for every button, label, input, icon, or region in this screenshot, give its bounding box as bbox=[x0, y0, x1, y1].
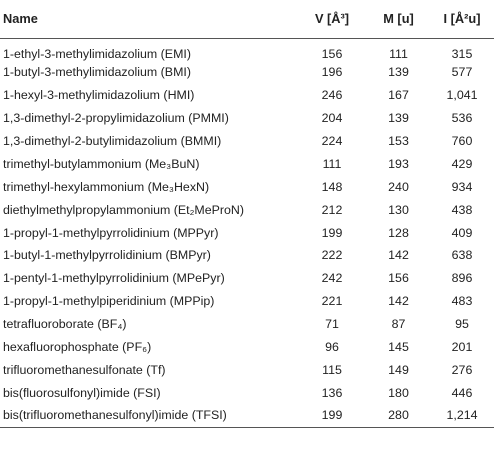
cell-volume: 115 bbox=[322, 362, 342, 377]
table-row bbox=[0, 130, 494, 153]
cell-mass: 142 bbox=[388, 294, 409, 309]
cell-mass: 193 bbox=[388, 156, 409, 171]
table-row bbox=[0, 38, 494, 61]
table-row bbox=[0, 336, 494, 359]
cell-inertia: 201 bbox=[451, 340, 473, 355]
table-row bbox=[0, 381, 494, 404]
cell-name: trimethyl-butylammonium (Me₃BuN) bbox=[3, 156, 200, 171]
cell-volume: 71 bbox=[325, 317, 339, 332]
table-row bbox=[0, 107, 494, 130]
cell-name: trimethyl-hexylammonium (Me₃HexN) bbox=[3, 179, 210, 194]
cell-volume: 222 bbox=[321, 248, 343, 263]
cell-volume: 196 bbox=[321, 65, 343, 80]
cell-inertia: 409 bbox=[451, 225, 473, 240]
cell-name: 1-hexyl-3-methylimidazolium (HMI) bbox=[3, 88, 195, 103]
header-name: Name bbox=[0, 0, 297, 38]
header-inertia: I [Å²u] bbox=[430, 0, 494, 38]
cell-inertia: 1,214 bbox=[430, 404, 494, 427]
cell-volume: 96 bbox=[325, 340, 339, 355]
cell-inertia: 760 bbox=[451, 134, 473, 148]
table-row bbox=[0, 244, 494, 267]
cell-inertia: 429 bbox=[451, 156, 473, 171]
cell-mass: 167 bbox=[388, 88, 409, 103]
cell-inertia: 638 bbox=[451, 248, 473, 263]
cell-inertia: 483 bbox=[451, 294, 473, 309]
cell-name: bis(fluorosulfonyl)imide (FSI) bbox=[3, 385, 161, 400]
cell-mass: 280 bbox=[367, 404, 430, 427]
table-row bbox=[0, 358, 494, 381]
cell-name: 1-propyl-1-methylpyrrolidinium (MPPyr) bbox=[3, 225, 219, 240]
cell-name: hexafluorophosphate (PF₆) bbox=[3, 340, 152, 355]
cell-name: 1-propyl-1-methylpiperidinium (MPPip) bbox=[3, 294, 215, 309]
header-row bbox=[0, 0, 494, 38]
cell-mass: 128 bbox=[388, 225, 409, 240]
cell-mass: 139 bbox=[388, 111, 409, 126]
cell-mass: 149 bbox=[388, 362, 409, 377]
cell-name: 1,3-dimethyl-2-propylimidazolium (PMMI) bbox=[3, 111, 229, 126]
cell-inertia: 536 bbox=[451, 111, 473, 126]
table-row bbox=[0, 198, 494, 221]
cell-inertia: 446 bbox=[451, 385, 473, 400]
cell-volume: 204 bbox=[321, 111, 343, 126]
table-header bbox=[0, 0, 494, 38]
cell-mass: 130 bbox=[388, 202, 409, 217]
cell-volume: 246 bbox=[321, 88, 343, 103]
cell-volume: 199 bbox=[321, 225, 343, 240]
cell-name: 1-butyl-1-methylpyrrolidinium (BMPyr) bbox=[3, 248, 211, 263]
cell-volume: 199 bbox=[297, 404, 367, 427]
header-mass: M [u] bbox=[367, 0, 430, 38]
table-row bbox=[0, 290, 494, 313]
cell-name: bis(trifluoromethanesulfonyl)imide (TFSI) bbox=[0, 404, 297, 427]
cell-volume: 242 bbox=[321, 271, 343, 286]
cell-name: trifluoromethanesulfonate (Tf) bbox=[3, 362, 166, 377]
cell-mass: 87 bbox=[391, 317, 406, 332]
cell-inertia: 95 bbox=[455, 317, 469, 332]
table-row bbox=[0, 61, 494, 84]
cell-mass: 142 bbox=[388, 248, 409, 263]
cell-name: 1-ethyl-3-methylimidazolium (EMI) bbox=[3, 46, 191, 61]
cell-mass: 180 bbox=[388, 385, 409, 400]
cell-volume: 224 bbox=[321, 134, 343, 148]
cell-inertia: 896 bbox=[451, 271, 473, 286]
cell-inertia: 315 bbox=[451, 46, 473, 61]
table-row bbox=[0, 221, 494, 244]
cell-inertia: 934 bbox=[451, 179, 473, 194]
table-row bbox=[0, 313, 494, 336]
cell-volume: 111 bbox=[322, 156, 342, 171]
table-row bbox=[0, 267, 494, 290]
table-row bbox=[0, 152, 494, 175]
table-body bbox=[0, 38, 494, 427]
cell-mass: 111 bbox=[389, 46, 408, 61]
cell-volume: 212 bbox=[321, 202, 343, 217]
cell-volume: 221 bbox=[321, 294, 343, 309]
cell-name: diethylmethylpropylammonium (Et₂MeProN) bbox=[3, 202, 244, 217]
table-row bbox=[0, 175, 494, 198]
cell-inertia: 577 bbox=[451, 65, 473, 80]
cell-name: 1-pentyl-1-methylpyrrolidinium (MPePyr) bbox=[3, 271, 225, 286]
cell-inertia: 276 bbox=[451, 362, 473, 377]
cell-volume: 148 bbox=[321, 179, 343, 194]
cell-volume: 156 bbox=[321, 46, 343, 61]
table-row bbox=[0, 404, 494, 427]
cell-volume: 136 bbox=[321, 385, 343, 400]
cell-name: 1-butyl-3-methylimidazolium (BMI) bbox=[3, 65, 191, 80]
cell-mass: 153 bbox=[388, 134, 409, 148]
cell-inertia: 438 bbox=[451, 202, 473, 217]
header-volume: V [Å³] bbox=[297, 0, 367, 38]
cell-mass: 139 bbox=[388, 65, 409, 80]
cell-inertia: 1,041 bbox=[446, 88, 478, 103]
cell-name: tetrafluoroborate (BF₄) bbox=[3, 317, 127, 332]
cell-name: 1,3-dimethyl-2-butylimidazolium (BMMI) bbox=[3, 134, 222, 148]
table-row bbox=[0, 84, 494, 107]
cell-mass: 240 bbox=[388, 179, 409, 194]
cell-mass: 145 bbox=[388, 340, 409, 355]
cell-mass: 156 bbox=[388, 271, 409, 286]
